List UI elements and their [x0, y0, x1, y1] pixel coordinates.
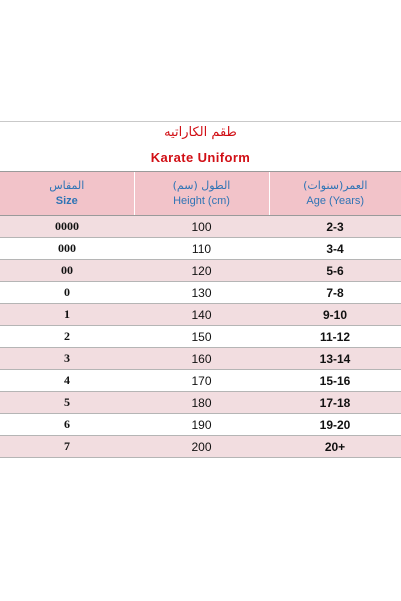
table-row — [0, 326, 401, 348]
title-arabic: طقم الكاراتيه — [164, 125, 237, 140]
table-row — [0, 414, 401, 436]
size-cell: 6 — [0, 414, 134, 436]
header-age — [269, 172, 401, 216]
age-cell: 17-18 — [269, 392, 401, 414]
age-cell: 13-14 — [269, 348, 401, 370]
table-row — [0, 436, 401, 458]
header-age-english: Age (Years) — [306, 194, 365, 207]
table-row — [0, 238, 401, 260]
height-cell: 180 — [134, 392, 269, 414]
title-english: Karate Uniform — [150, 150, 251, 165]
header-row — [0, 172, 401, 216]
table-row — [0, 392, 401, 414]
size-cell: 3 — [0, 348, 134, 370]
size-cell: 1 — [0, 304, 134, 326]
age-cell: 9-10 — [269, 304, 401, 326]
size-cell: 000 — [0, 238, 134, 260]
height-cell: 190 — [134, 414, 269, 436]
age-cell: 5-6 — [269, 260, 401, 282]
table-row — [0, 370, 401, 392]
size-cell: 4 — [0, 370, 134, 392]
header-age-arabic: العمر(سنوات) — [303, 178, 368, 192]
height-cell: 200 — [134, 436, 269, 458]
height-cell: 130 — [134, 282, 269, 304]
header-height-arabic: الطول (سم) — [172, 178, 231, 192]
age-cell: 11-12 — [269, 326, 401, 348]
age-cell: 2-3 — [269, 216, 401, 238]
size-cell: 7 — [0, 436, 134, 458]
size-cell: 5 — [0, 392, 134, 414]
age-cell: 7-8 — [269, 282, 401, 304]
header-height-english: Height (cm) — [173, 194, 230, 207]
height-cell: 120 — [134, 260, 269, 282]
table-row — [0, 260, 401, 282]
age-cell: 15-16 — [269, 370, 401, 392]
table-row — [0, 348, 401, 370]
table-row — [0, 304, 401, 326]
age-cell: 20+ — [269, 436, 401, 458]
height-cell: 100 — [134, 216, 269, 238]
height-cell: 110 — [134, 238, 269, 260]
height-cell: 140 — [134, 304, 269, 326]
header-size-english: Size — [55, 194, 78, 207]
age-cell: 19-20 — [269, 414, 401, 436]
header-size — [0, 172, 134, 216]
height-cell: 170 — [134, 370, 269, 392]
table-row — [0, 216, 401, 238]
size-cell: 2 — [0, 326, 134, 348]
header-size-arabic: المقاس — [49, 178, 85, 192]
size-table — [0, 171, 401, 458]
height-cell: 150 — [134, 326, 269, 348]
header-height — [134, 172, 269, 216]
title-block — [0, 121, 401, 172]
size-cell: 0 — [0, 282, 134, 304]
size-cell: 00 — [0, 260, 134, 282]
size-cell: 0000 — [0, 216, 134, 238]
age-cell: 3-4 — [269, 238, 401, 260]
table-row — [0, 282, 401, 304]
height-cell: 160 — [134, 348, 269, 370]
